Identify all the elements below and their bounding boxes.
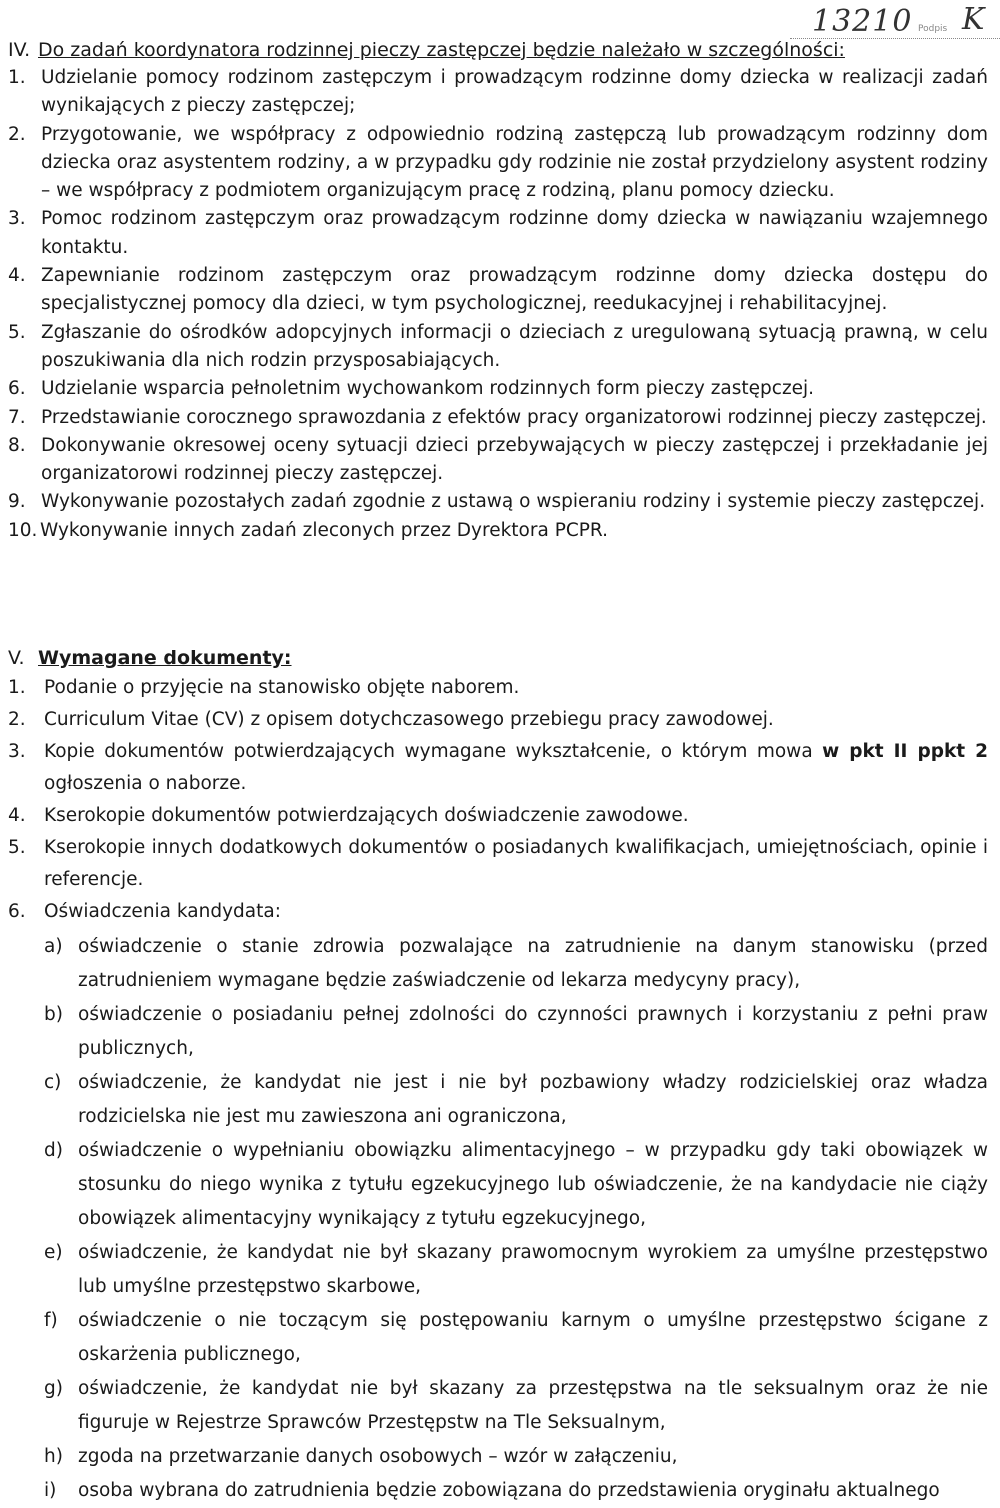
item-text: ogłoszenia o naborze. — [44, 773, 247, 794]
list-item — [8, 404, 988, 432]
item-text: Kserokopie dokumentów potwierdzających doświadczenie zawodowe. — [44, 805, 689, 826]
list-item — [8, 488, 988, 516]
item-text: Pomoc rodzinom zastępczym oraz prowadzącym rodzinne domy dziecka w nawiązaniu wzajemnego kontaktu. — [41, 208, 988, 258]
sub-list-item — [44, 1474, 988, 1508]
sub-list-item — [44, 1134, 988, 1236]
item-number: 1. — [8, 67, 26, 88]
sub-item-letter: b) — [44, 1004, 63, 1025]
section-iv-number: IV. — [8, 39, 31, 61]
sub-item-letter: h) — [44, 1446, 63, 1467]
sub-list-item — [44, 1304, 988, 1372]
item-number: 4. — [8, 265, 26, 287]
podpis-label: Podpis — [918, 24, 948, 34]
item-text: Kserokopie innych dodatkowych dokumentów o posiadanych kwalifikacjach, umiejętnościach, opinie i referencje. — [44, 837, 988, 890]
sub-item-letter: i) — [44, 1480, 57, 1501]
handwritten-number: 13210 — [812, 4, 913, 39]
sub-item-text: oświadczenie o nie toczącym się postępowaniu karnym o umyślne przestępstwo ścigane z oskarżenia publicznego, — [78, 1310, 988, 1365]
item-text: Zapewnianie rodzinom zastępczym oraz prowadzącym rodzinne domy dziecka dostępu do specjalistycznej pomocy dla dzieci, w tym psychologicznej, reedukacyjnej i rehabilitacyjnej. — [41, 265, 988, 315]
item-number: 2. — [8, 709, 26, 730]
list-item — [8, 262, 988, 319]
list-item — [8, 672, 988, 704]
list-item — [8, 319, 988, 376]
section-iv — [8, 36, 988, 545]
list-item — [8, 800, 988, 832]
item-text: Dokonywanie okresowej oceny sytuacji dzieci przebywających w pieczy zastępczej i przekładanie jej organizatorowi rodzinnej pieczy zastępczej. — [41, 434, 988, 485]
sub-list-item — [44, 1236, 988, 1304]
item-number: 2. — [8, 123, 26, 145]
sub-item-letter: g) — [44, 1378, 63, 1399]
item-text: Oświadczenia kandydata: — [44, 901, 281, 922]
sub-list-item — [44, 998, 988, 1066]
list-item — [8, 832, 988, 896]
item-text: Udzielanie wsparcia pełnoletnim wychowankom rodzinnych form pieczy zastępczej. — [41, 378, 815, 400]
section-v-number: V. — [8, 647, 25, 669]
list-item — [8, 432, 988, 489]
list-item — [8, 205, 988, 262]
sub-item-letter: a) — [44, 936, 63, 957]
section-v-heading — [8, 644, 988, 672]
sub-item-text: oświadczenie o wypełnianiu obowiązku alimentacyjnego – w przypadku gdy taki obowiązek w stosunku do niego wynika z tytułu egzekucyjnego lub oświadczenie, że na kandydacie nie ciąży obowiązek alimentacyjny wynikający z tytułu egzekucyjnego, — [78, 1140, 988, 1229]
section-iv-list — [8, 64, 988, 545]
list-item — [8, 736, 988, 800]
list-item — [8, 375, 988, 403]
section-v-list — [8, 672, 988, 1508]
sub-item-text: oświadczenie, że kandydat nie jest i nie był pozbawiony władzy rodzicielskiej oraz władza rodzicielska nie jest mu zawieszona ani ograniczona, — [78, 1072, 988, 1127]
sub-item-text: osoba wybrana do zatrudnienia będzie zobowiązana do przedstawienia oryginału aktualnego — [78, 1480, 940, 1501]
item-text: Wykonywanie innych zadań zleconych przez Dyrektora PCPR. — [40, 519, 608, 541]
sub-item-letter: d) — [44, 1140, 63, 1161]
sub-list-item — [44, 930, 988, 998]
list-item — [8, 704, 988, 736]
sub-item-text: oświadczenie o stanie zdrowia pozwalające na zatrudnienie na danym stanowisku (przed zatrudnieniem wymagane będzie zaświadczenie od lekarza medycyny pracy), — [78, 936, 988, 991]
item-number: 9. — [8, 491, 26, 513]
list-item — [8, 517, 988, 545]
section-v — [8, 644, 988, 1508]
statements-sublist — [44, 930, 988, 1508]
item-number: 4. — [8, 805, 26, 826]
item-text: Kopie dokumentów potwierdzających wymagane wykształcenie, o którym mowa — [44, 741, 823, 762]
list-item — [8, 121, 988, 206]
list-item — [8, 896, 988, 1508]
sub-item-letter: c) — [44, 1072, 62, 1093]
item-text-bold: w pkt II ppkt 2 — [822, 741, 988, 762]
item-number: 6. — [8, 378, 26, 400]
item-text: Zgłaszanie do ośrodków adopcyjnych informacji o dzieciach z uregulowaną sytuacją prawną, w celu poszukiwania dla nich rodzin przysposabiających. — [41, 321, 988, 371]
item-number: 6. — [8, 901, 26, 922]
sub-item-text: oświadczenie, że kandydat nie był skazany za przestępstwa na tle seksualnym oraz że nie figuruje w Rejestrze Sprawców Przestępstw na Tle Seksualnym, — [78, 1378, 988, 1433]
item-number: 8. — [8, 434, 26, 456]
item-text: Przedstawianie corocznego sprawozdania z efektów pracy organizatorowi rodzinnej pieczy zastępczej. — [41, 406, 987, 428]
item-text: Udzielanie pomocy rodzinom zastępczym i prowadzącym rodzinne domy dziecka w realizacji zadań wynikających z pieczy zastępczej; — [41, 67, 988, 117]
section-v-title: Wymagane dokumenty: — [38, 647, 292, 669]
sub-item-letter: e) — [44, 1242, 63, 1263]
sub-list-item — [44, 1066, 988, 1134]
item-text: Przygotowanie, we współpracy z odpowiednio rodziną zastępczą lub prowadzącym rodzinny dom dziecka oraz asystentem rodziny, a w przypadku gdy rodzinie nie został przydzielony asystent rodziny – we współpracy z podmiotem organizującym pracę z rodziną, planu pomocy dziecku. — [41, 123, 988, 202]
item-number: 1. — [8, 677, 26, 698]
item-number: 3. — [8, 208, 26, 230]
sub-item-text: zgoda na przetwarzanie danych osobowych – wzór w załączeniu, — [78, 1446, 678, 1467]
section-iv-title: Do zadań koordynatora rodzinnej pieczy zastępczej będzie należało w szczególności: — [38, 39, 845, 61]
sub-item-text: oświadczenie, że kandydat nie był skazany prawomocnym wyrokiem za umyślne przestępstwo lub umyślne przestępstwo skarbowe, — [78, 1242, 988, 1297]
sub-list-item — [44, 1372, 988, 1440]
sub-item-text: oświadczenie o posiadaniu pełnej zdolności do czynności prawnych i korzystaniu z pełni praw publicznych, — [78, 1004, 988, 1059]
list-item — [8, 64, 988, 121]
handwritten-initials: K — [962, 2, 985, 37]
item-number: 5. — [8, 837, 26, 858]
item-text: Podanie o przyjęcie na stanowisko objęte naborem. — [44, 677, 520, 698]
sub-item-letter: f) — [44, 1310, 58, 1331]
sub-list-item — [44, 1440, 988, 1474]
item-number: 7. — [8, 406, 26, 428]
item-number: 5. — [8, 321, 26, 343]
item-text: Curriculum Vitae (CV) z opisem dotychczasowego przebiegu pracy zawodowej. — [44, 709, 774, 730]
item-number: 3. — [8, 741, 26, 762]
item-number: 10. — [8, 519, 38, 541]
section-iv-heading — [8, 36, 988, 64]
item-text: Wykonywanie pozostałych zadań zgodnie z ustawą o wspieraniu rodziny i systemie pieczy zastępczej. — [41, 491, 986, 513]
